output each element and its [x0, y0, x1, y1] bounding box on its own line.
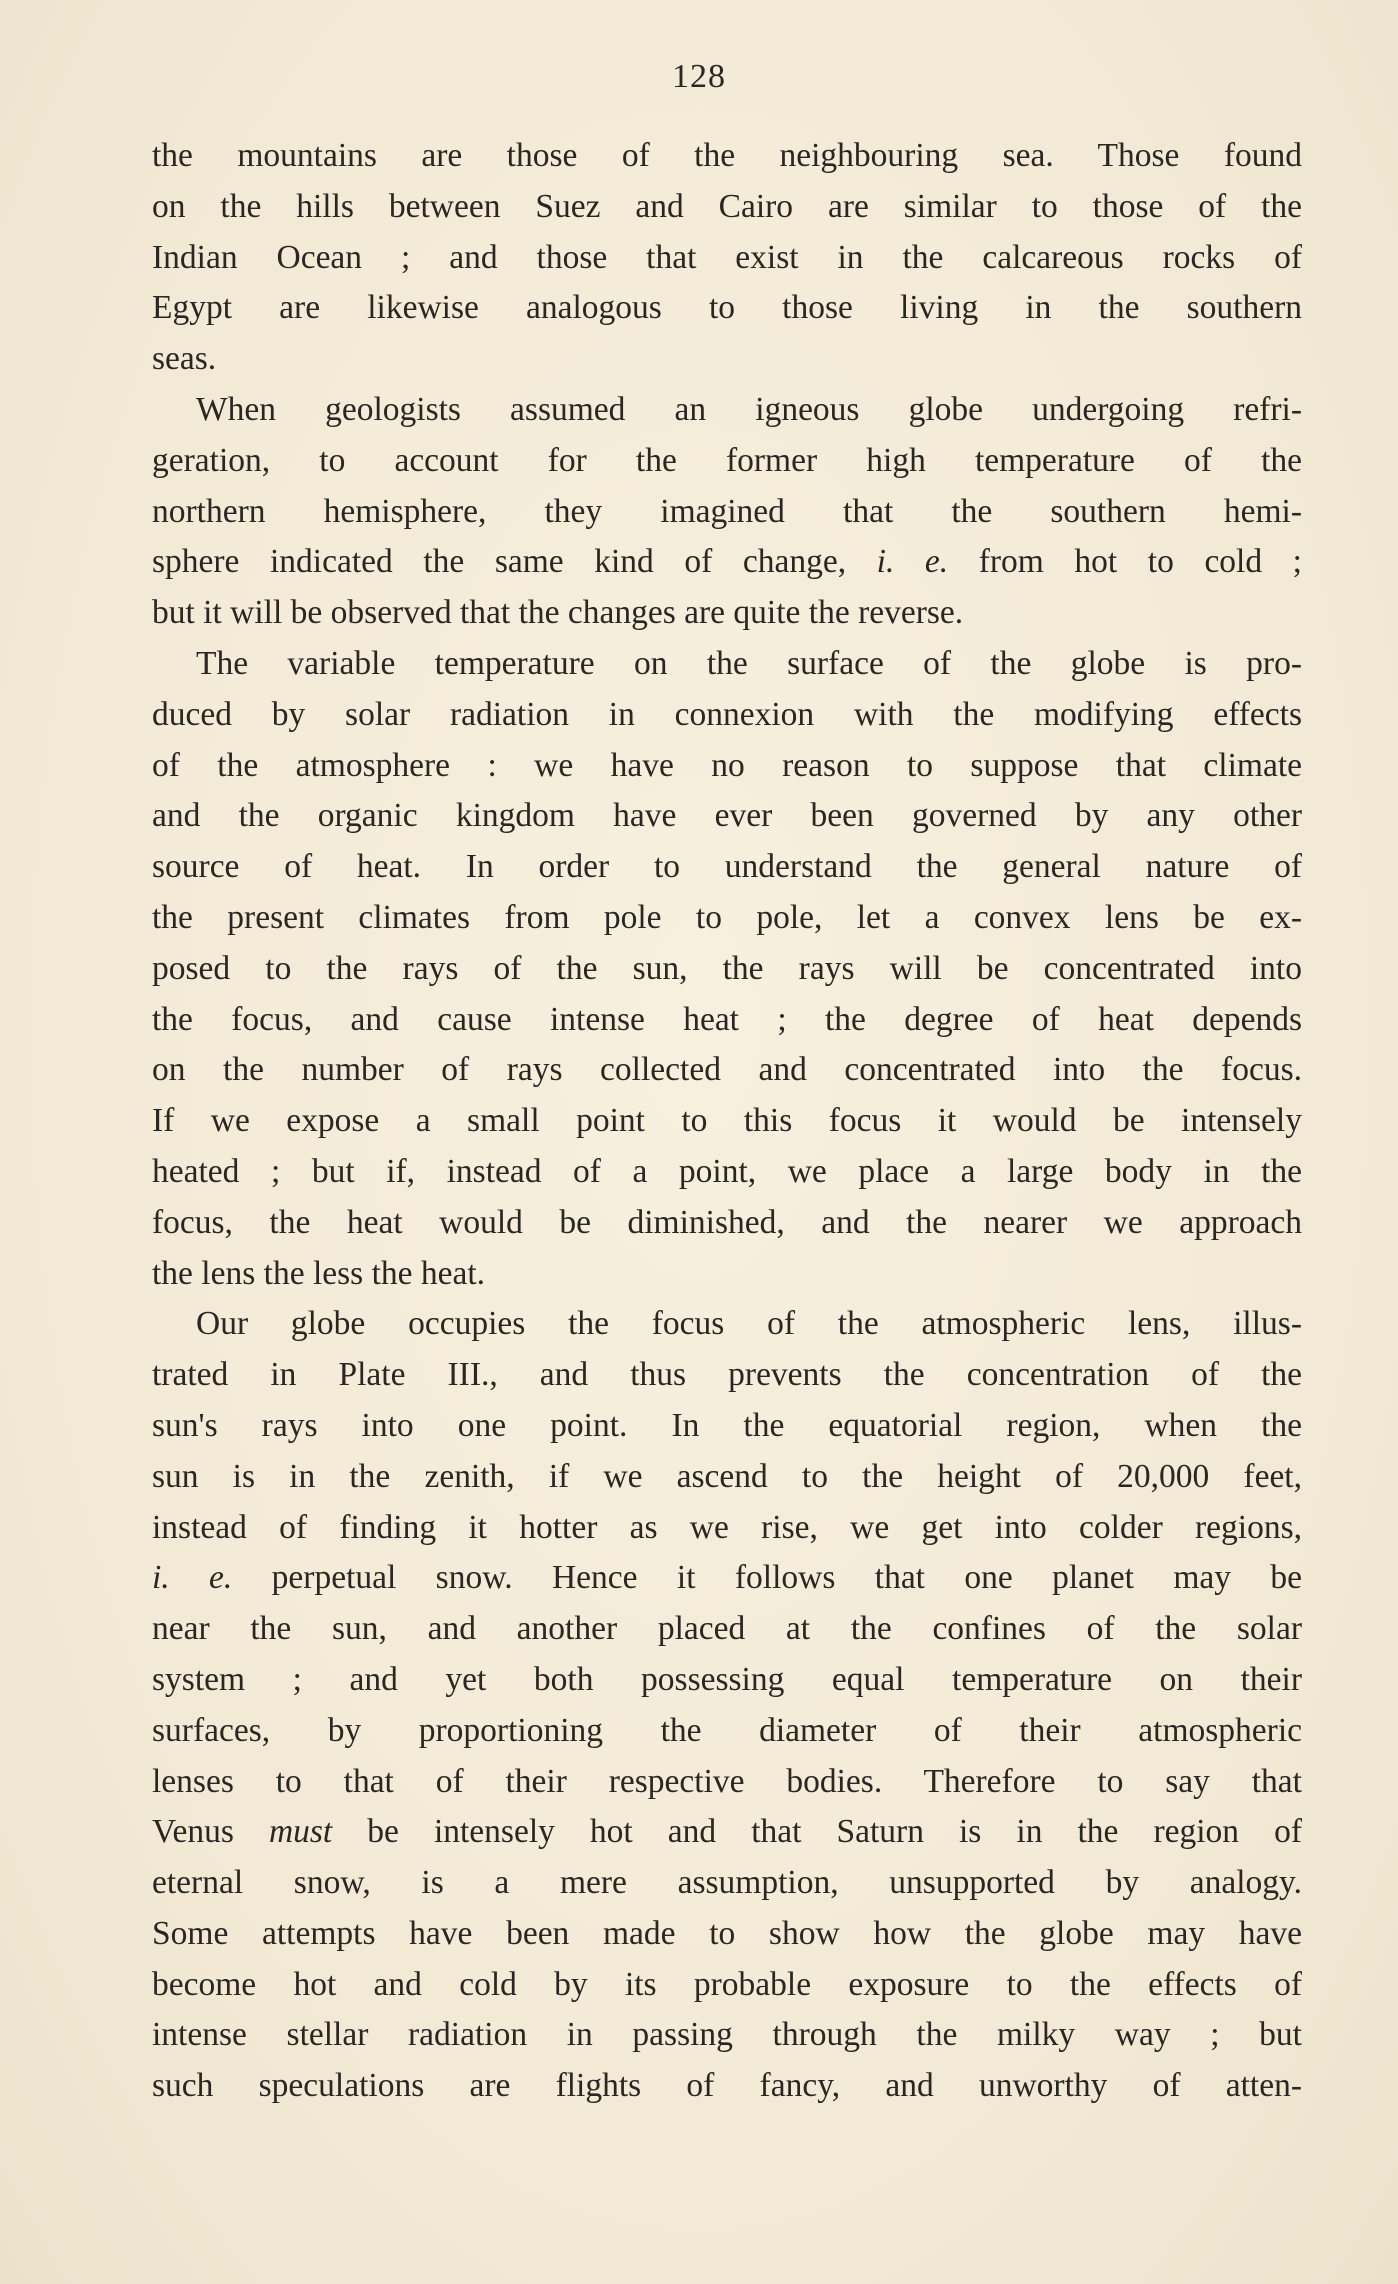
- text-line: such speculations are flights of fancy, and unworthy of atten-: [152, 2067, 1302, 2105]
- text-line: sphere indicated the same kind of change, i. e. from hot to cold ;: [152, 543, 1302, 581]
- text-line: geration, to account for the former high temperature of the: [152, 441, 1302, 479]
- text-line: northern hemisphere, they imagined that the southern hemi-: [152, 492, 1302, 530]
- text-line: but it will be observed that the changes are quite the reverse.: [152, 594, 964, 632]
- text-line: the lens the less the heat.: [152, 1254, 486, 1292]
- text-line: posed to the rays of the sun, the rays will be concentrated into: [152, 949, 1302, 987]
- text-line: near the sun, and another placed at the confines of the solar: [152, 1610, 1302, 1648]
- text-line: of the atmosphere : we have no reason to suppose that climate: [152, 746, 1302, 784]
- text-line: trated in Plate III., and thus prevents the concentration of the: [152, 1356, 1302, 1394]
- text-line: duced by solar radiation in connexion with the modifying effects: [152, 695, 1302, 733]
- text-line: heated ; but if, instead of a point, we place a large body in the: [152, 1152, 1302, 1190]
- text-line: When geologists assumed an igneous globe undergoing refri-: [196, 390, 1302, 428]
- text-line: lenses to that of their respective bodies. Therefore to say that: [152, 1762, 1302, 1800]
- text-line: the focus, and cause intense heat ; the degree of heat depends: [152, 1000, 1302, 1038]
- text-line: Some attempts have been made to show how the globe may have: [152, 1914, 1302, 1952]
- body-text: [152, 131, 1302, 2112]
- text-line: and the organic kingdom have ever been governed by any other: [152, 797, 1302, 835]
- text-line: instead of finding it hotter as we rise, we get into colder regions,: [152, 1508, 1302, 1546]
- text-line: system ; and yet both possessing equal temperature on their: [152, 1660, 1302, 1698]
- text-line: the present climates from pole to pole, let a convex lens be ex-: [152, 898, 1302, 936]
- text-line: The variable temperature on the surface of the globe is pro-: [196, 644, 1302, 682]
- text-line: surfaces, by proportioning the diameter of their atmospheric: [152, 1711, 1302, 1749]
- text-line: on the hills between Suez and Cairo are similar to those of the: [152, 187, 1302, 225]
- text-line: intense stellar radiation in passing through the milky way ; but: [152, 2016, 1302, 2054]
- text-line: seas.: [152, 340, 217, 378]
- text-line: eternal snow, is a mere assumption, unsupported by analogy.: [152, 1864, 1302, 1902]
- text-line: sun is in the zenith, if we ascend to the height of 20,000 feet,: [152, 1457, 1302, 1495]
- page-number: 128: [672, 58, 726, 95]
- text-line: become hot and cold by its probable exposure to the effects of: [152, 1965, 1302, 2003]
- text-line: Our globe occupies the focus of the atmospheric lens, illus-: [196, 1305, 1302, 1343]
- text-line: Indian Ocean ; and those that exist in the calcareous rocks of: [152, 238, 1302, 276]
- text-line: Egypt are likewise analogous to those living in the southern: [152, 289, 1302, 327]
- text-line: i. e. perpetual snow. Hence it follows that one planet may be: [152, 1559, 1302, 1597]
- text-line: Venus must be intensely hot and that Saturn is in the region of: [152, 1813, 1302, 1851]
- text-line: sun's rays into one point. In the equatorial region, when the: [152, 1406, 1302, 1444]
- text-line: the mountains are those of the neighbouring sea. Those found: [152, 137, 1302, 174]
- text-line: on the number of rays collected and concentrated into the focus.: [152, 1051, 1302, 1089]
- text-line: If we expose a small point to this focus it would be intensely: [152, 1102, 1302, 1140]
- text-line: focus, the heat would be diminished, and the nearer we approach: [152, 1203, 1302, 1241]
- text-line: source of heat. In order to understand the general nature of: [152, 848, 1302, 886]
